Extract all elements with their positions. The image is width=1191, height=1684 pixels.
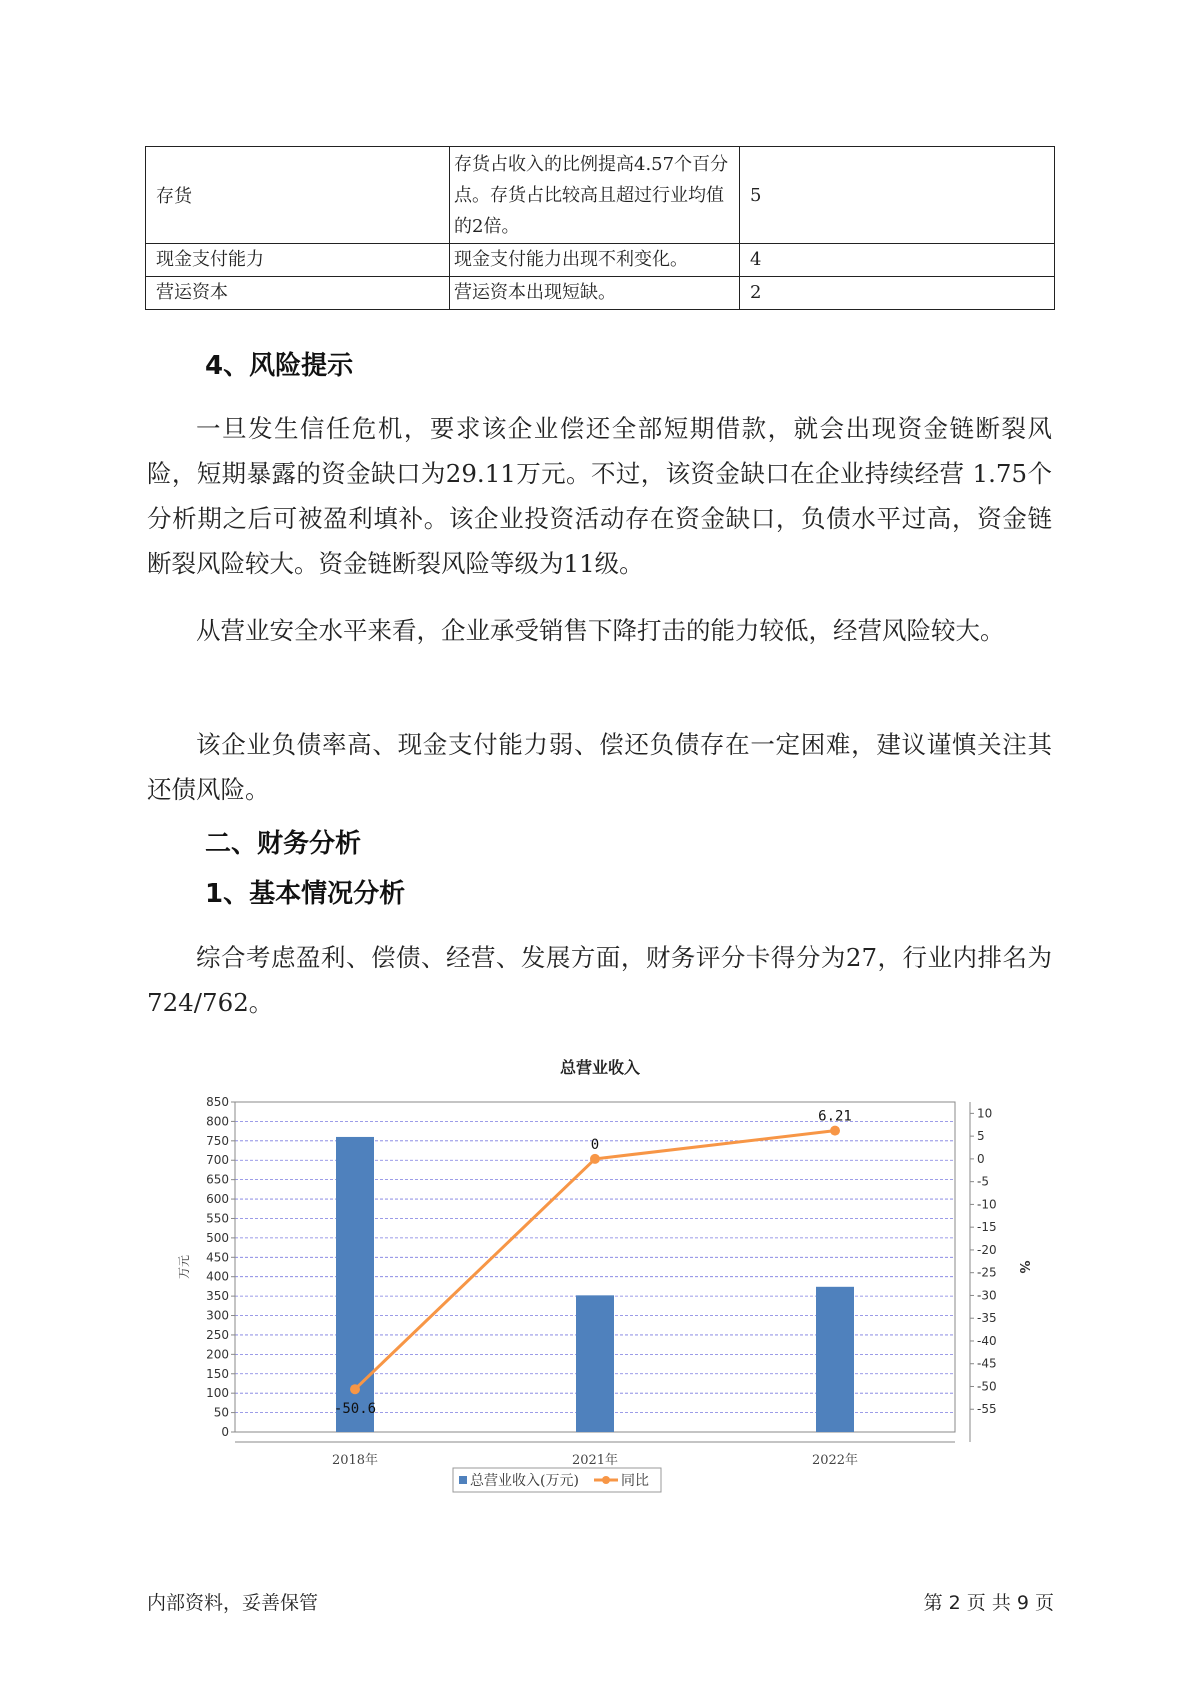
y-tick-label: 550 — [206, 1211, 229, 1226]
risk-score-cell: 2 — [740, 277, 1055, 310]
section-heading-risk: 4、风险提示 — [205, 351, 354, 381]
risk-desc-cell: 存货占收入的比例提高4.57个百分点。存货占比较高且超过行业均值的2倍。 — [450, 147, 740, 244]
y2-tick-label: 10 — [977, 1106, 993, 1121]
section-heading-finance: 二、财务分析 — [205, 829, 362, 859]
subsection-heading-basic: 1、基本情况分析 — [205, 879, 406, 909]
data-label: 6.21 — [818, 1108, 852, 1125]
risk-item-cell: 存货 — [146, 147, 450, 244]
footer-page-number: 第 2 页 共 9 页 — [923, 1592, 1054, 1614]
y2-tick-label: -40 — [977, 1333, 997, 1348]
legend-bar-label: 总营业收入(万元) — [470, 1473, 579, 1489]
y-tick-label: 850 — [206, 1095, 229, 1109]
y-tick-label: 650 — [206, 1172, 229, 1187]
y-tick-label: 0 — [221, 1425, 229, 1439]
y-tick-label: 50 — [213, 1405, 229, 1420]
y2-tick-label: -15 — [977, 1220, 997, 1235]
paragraph-finance: 综合考虑盈利、偿债、经营、发展方面，财务评分卡得分为27，行业内排名为724/762。 — [147, 943, 1052, 1017]
y2-tick-label: 0 — [977, 1151, 985, 1166]
y-tick-label: 500 — [206, 1230, 229, 1245]
y-tick-label: 350 — [206, 1289, 229, 1304]
bar — [816, 1287, 854, 1432]
y2-tick-label: -45 — [977, 1356, 997, 1371]
y-tick-label: 800 — [206, 1114, 229, 1129]
chart-title: 总营业收入 — [559, 1058, 641, 1077]
line-point — [590, 1154, 600, 1164]
x-tick-label: 2021年 — [571, 1453, 619, 1468]
y2-tick-label: 5 — [977, 1129, 985, 1144]
line-point — [830, 1126, 840, 1136]
y2-tick-label: -25 — [977, 1265, 997, 1280]
y-tick-label: 600 — [206, 1192, 229, 1207]
y2-tick-label: -30 — [977, 1288, 997, 1303]
y2-tick-label: -20 — [977, 1242, 997, 1257]
legend-line-label: 同比 — [621, 1473, 649, 1489]
y-tick-label: 300 — [206, 1308, 229, 1323]
y2-tick-label: -55 — [977, 1402, 997, 1417]
y-tick-label: 150 — [206, 1366, 229, 1381]
y2-axis-label: % — [1016, 1260, 1031, 1274]
y-tick-label: 700 — [206, 1153, 229, 1168]
risk-item-cell: 营运资本 — [146, 277, 450, 310]
y2-tick-label: -50 — [977, 1379, 997, 1394]
x-tick-label: 2022年 — [811, 1453, 859, 1468]
table-row — [146, 244, 1055, 277]
legend-line-marker — [602, 1476, 610, 1484]
y-tick-label: 100 — [206, 1386, 229, 1401]
risk-score-cell: 5 — [740, 147, 1055, 244]
table-row — [146, 277, 1055, 310]
y2-tick-label: -5 — [977, 1174, 989, 1189]
data-label: -50.6 — [333, 1401, 377, 1418]
y-tick-label: 400 — [206, 1269, 229, 1284]
legend-bar-swatch — [459, 1476, 467, 1484]
line-point — [350, 1384, 360, 1394]
y-tick-label: 450 — [206, 1250, 229, 1265]
y2-tick-label: -35 — [977, 1311, 997, 1326]
y-axis-label: 万元 — [177, 1254, 191, 1280]
y-tick-label: 200 — [206, 1347, 229, 1362]
risk-item-cell: 现金支付能力 — [146, 244, 450, 277]
y-tick-label: 750 — [206, 1133, 229, 1148]
paragraph-risk-1: 一旦发生信任危机，要求该企业偿还全部短期借款，就会出现资金链断裂风险，短期暴露的资金缺口为29.11万元。不过，该资金缺口在企业持续经营 1.75个分析期之后可被盈利填补。该企业投资活动存在资金缺口，负债水平过高，资金链断裂风险较大。资金链断裂风险等级为11级。 — [147, 414, 1052, 578]
x-tick-label: 2018年 — [331, 1453, 379, 1468]
footer-left: 内部资料，妥善保管 — [147, 1592, 319, 1614]
risk-desc-cell: 现金支付能力出现不利变化。 — [450, 244, 740, 277]
risk-score-cell: 4 — [740, 244, 1055, 277]
revenue-chart — [160, 1045, 1040, 1515]
y-tick-label: 250 — [206, 1327, 229, 1342]
data-label: 0 — [590, 1136, 600, 1153]
paragraph-risk-2: 从营业安全水平来看，企业承受销售下降打击的能力较低，经营风险较大。 — [196, 616, 1005, 645]
paragraph-risk-3: 该企业负债率高、现金支付能力弱、偿还负债存在一定困难，建议谨慎关注其还债风险。 — [147, 730, 1052, 804]
bar — [576, 1295, 614, 1432]
risk-table — [145, 146, 1055, 310]
y2-tick-label: -10 — [977, 1197, 997, 1212]
table-row — [146, 147, 1055, 244]
risk-desc-cell: 营运资本出现短缺。 — [450, 277, 740, 310]
